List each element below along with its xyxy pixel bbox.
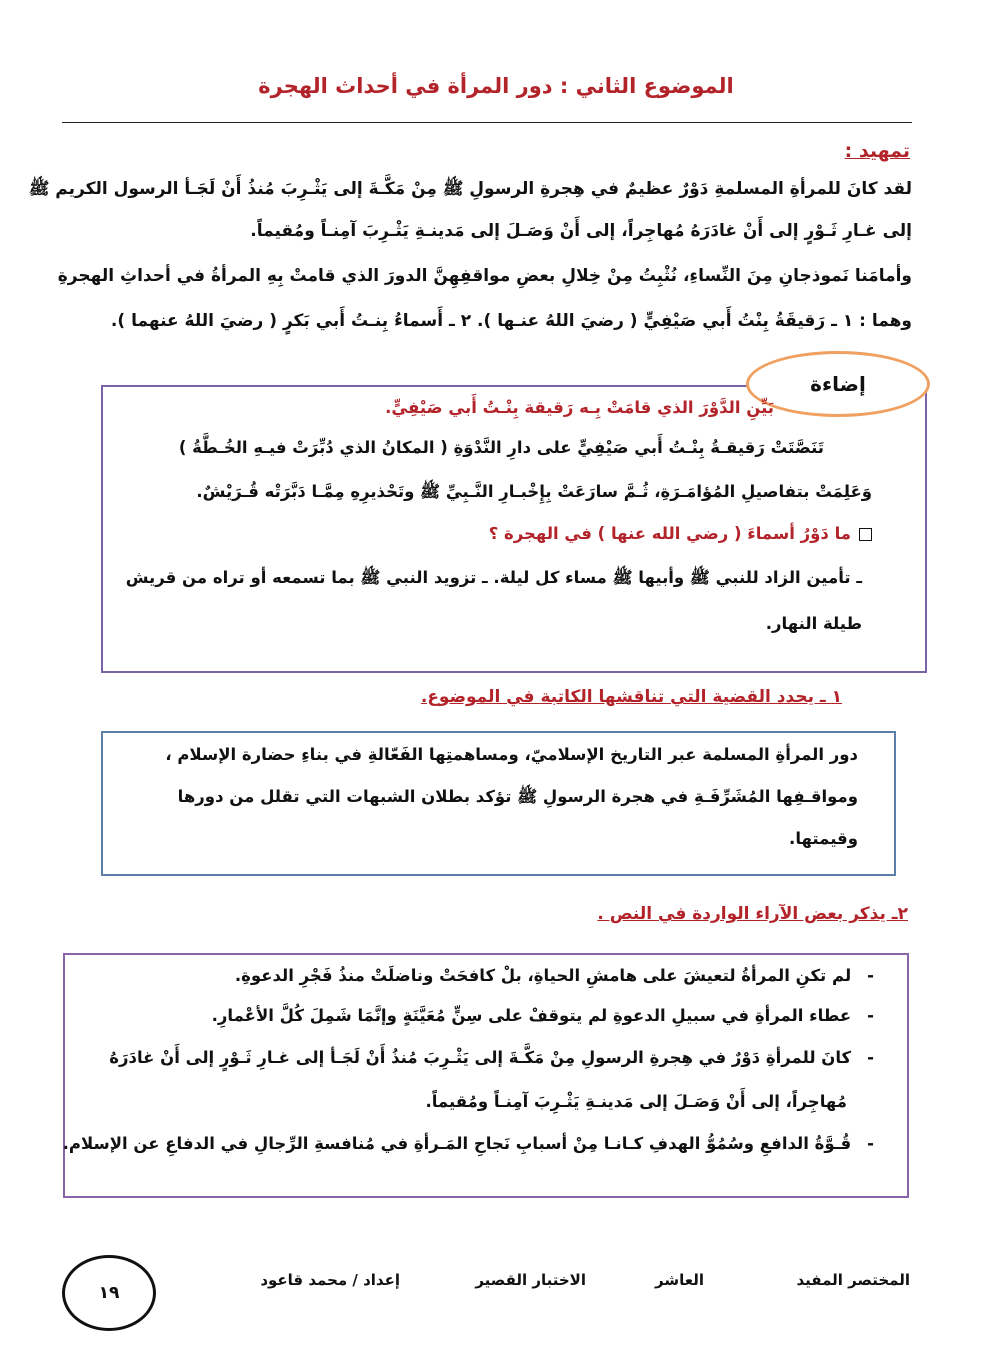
checkbox-icon [859,528,872,541]
question-2-heading: ٢ـ يذكر بعض الآراء الواردة في النص . [597,904,908,924]
page-title: الموضوع الثاني : دور المرأة في أحداث الهجرة [258,74,734,98]
footer-author: إعداد / محمد قاعود [260,1271,400,1289]
bullet-dash: - [867,1006,874,1025]
opinion-item-1-text: لم تكنِ المرأةُ لتعيشَ على هامشِ الحياةِ، بلْ كافحَتْ وناضلَتْ منذُ فَجْرِ الدعوةِ. [234,966,852,985]
intro-line-2: إلى غـارِ ثَـوْرٍ إلى أَنْ غادَرَهُ مُهاجِراً، إلى أَنْ وَصَـلَ إلى مَدينـةِ يَثْـرِبَ آمِنـاً ومُقيماً. [250,221,912,241]
insight-badge: إضاءة [746,351,930,417]
answer-1-line-3: وقيمتها. [789,829,858,848]
footer-grade: العاشر [655,1271,704,1289]
intro-line-1: لقد كانَ للمرأةِ المسلمةِ دَوْرٌ عظيمٌ في هِجرةِ الرسولِ ﷺ مِنْ مَكَّـةَ إلى يَثْـرِبَ مُنذُ أَنْ لَجَـأ الرسول الكريم ﷺ [28,179,912,199]
bullet-dash: - [867,1048,874,1067]
insight-heading: بَيِّنِ الدَّوْرَ الذي قامَتْ بِـه رَقيقة بِنْـتُ أَبي صَيْفِيٍّ. [385,398,774,417]
opinion-item-4 [63,1134,874,1153]
opinion-item-3-cont: مُهاجِراً، إلى أَنْ وَصَـلَ إلى مَدينـةِ يَثْـرِبَ آمِنـاً ومُقيماً. [425,1092,847,1111]
opinion-item-2-text: عطاء المرأةِ في سبيلِ الدعوةِ لم يتوقفْ على سِنٍّ مُعَيَّنَةٍ وإنَّمَا شَمِلَ كُلَّ الأعْمارِ. [211,1006,852,1025]
footer-test: الاختبار القصير [475,1271,586,1289]
footer-series: المختصر المفيد [796,1271,910,1289]
insight-question [489,524,872,543]
insight-question-text: ما دَوْرُ أسماءَ ( رضي الله عنها ) في الهجرة ؟ [488,524,851,543]
opinion-item-2 [212,1006,874,1025]
intro-heading: تمهيد : [844,140,910,162]
intro-line-3: وأمامَنا نَموذجانِ مِنَ النِّساءِ، نُثْبِتُ مِنْ خِلالِ بعضِ مواقفِهِنَّ الدورَ الذي قامتْ بِهِ المرأةُ في أحداثِ الهجرةِ [57,266,912,286]
insight-line-2: وَعَلِمَتْ بتفاصيلِ المُؤامَـرَةِ، ثُـمَّ سارَعَتْ بِإِخْبـارِ النَّـبِيِّ ﷺ وتَحْذيرِهِ مِمَّـا دَبَّرَتْه قُـرَيْشٌ. [196,482,872,501]
page-number: ١٩ [62,1255,156,1331]
insight-answer-1: ـ تأمين الزاد للنبي ﷺ وأبيها ﷺ مساء كل ليلة. ـ تزويد النبي ﷺ بما تسمعه أو تراه من قريش [125,568,862,587]
intro-line-4: وهما : ١ ـ رَقيقَةُ بِنْتُ أَبي صَيْفِيٍّ ( رضيَ اللهُ عنـها ). ٢ ـ أَسماءُ بِنـتُ أَبي بَكرٍ ( رضيَ اللهُ عنهما ). [110,311,912,331]
insight-line-1: تَنَصَّتَتْ رَقيقـةُ بِنْـتُ أَبي صَيْفِيٍّ على دارِ النَّدْوَةِ ( المكانُ الذي دُبِّرَتْ فيـهِ الخُـطَّةُ ) [178,438,824,457]
bullet-dash: - [867,1134,874,1153]
opinion-item-1 [235,966,874,985]
opinion-item-3-text: كانَ للمرأةِ دَوْرٌ في هِجرةِ الرسولِ مِنْ مَكَّـةَ إلى يَثْـرِبَ مُنذُ أَنْ لَجَـأ إلى غـارِ ثَـوْرٍ إلى أَنْ غادَرَهُ [109,1048,852,1067]
bullet-dash: - [867,966,874,985]
title-divider [62,122,912,123]
answer-2-box [63,953,909,1198]
answer-1-line-2: ومواقـفِها المُشَرِّفَـةِ في هجرة الرسولِ ﷺ تؤكد بطلان الشبهات التي تقلل من دورها [177,787,858,806]
opinion-item-4-text: قُـوَّةُ الدافعِ وسُمُوُّ الهدفِ كـانـا مِنْ أسبابِ نَجاحِ المَـرأةِ في مُنافسةِ الرِّجالِ في الدفاعِ عن الإسلام. [62,1134,852,1153]
insight-answer-2: طيلة النهار. [765,614,862,633]
question-1-heading: ١ ـ يحدد القضية التي تناقشها الكاتبة في الموضوع. [420,687,842,707]
answer-1-line-1: دور المرأةِ المسلمة عبر التاريخ الإسلاميّ، ومساهمتِها الفَعّالةِ في بناءِ حضارة الإسلام ، [165,745,858,764]
opinion-item-3 [109,1048,874,1067]
